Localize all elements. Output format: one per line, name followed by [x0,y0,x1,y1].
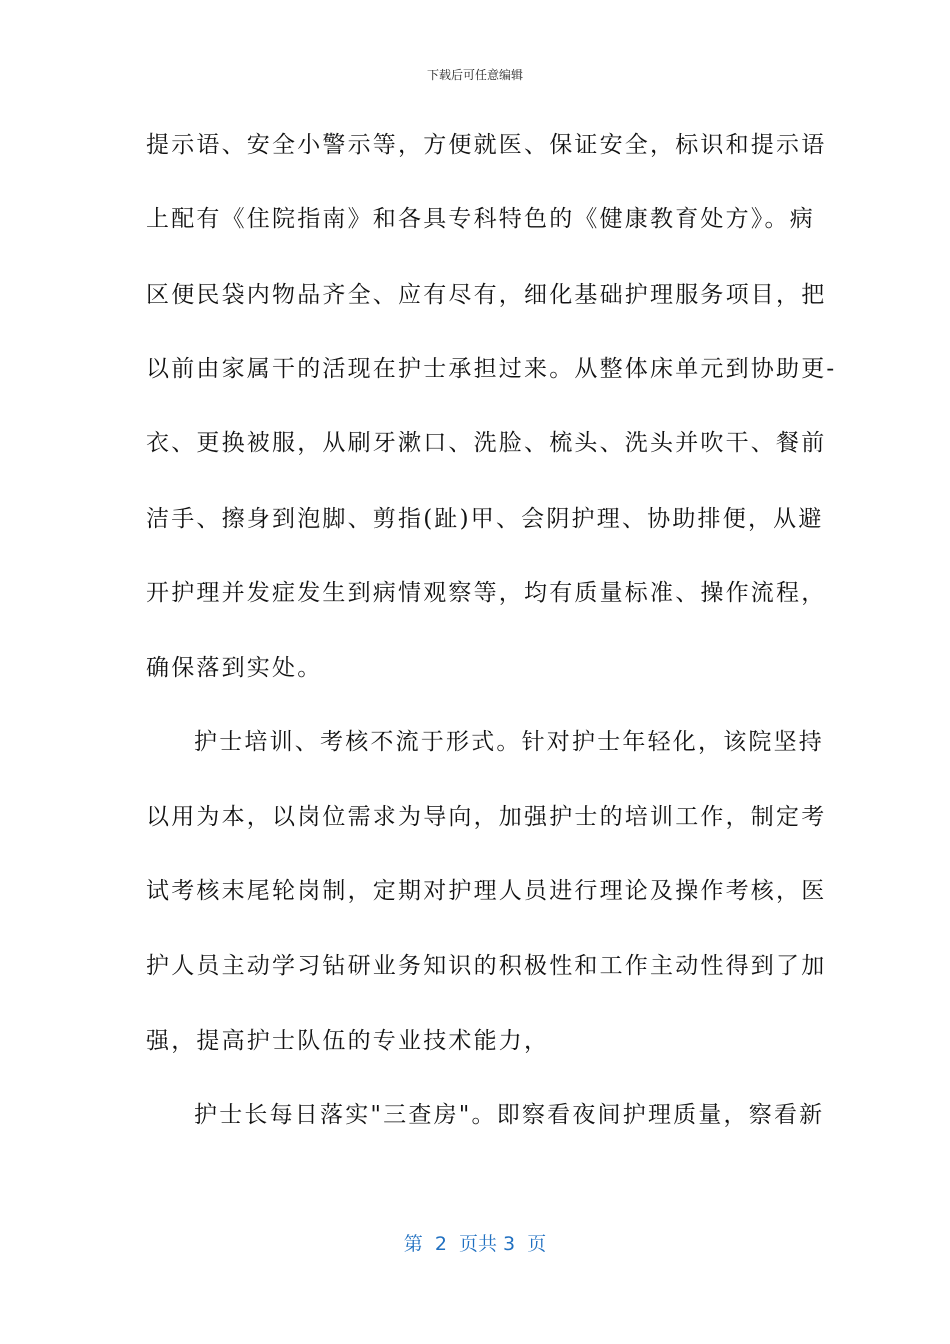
body-line: 洁手、擦身到泡脚、剪指(趾)甲、会阴护理、协助排便，从避 [146,506,824,532]
header-note: 下载后可任意编辑 [426,68,523,82]
body-line: 以用为本，以岗位需求为导向，加强护士的培训工作，制定考 [146,804,827,830]
body-line: 试考核末尾轮岗制，定期对护理人员进行理论及操作考核，医 [146,878,827,904]
body-line: 上配有《住院指南》和各具专科特色的《健康教育处方》。病 [146,206,815,232]
paragraph-first-line: 护士长每日落实"三查房"。即察看夜间护理质量，察看新 [194,1102,825,1128]
body-line: 以前由家属干的活现在护士承担过来。从整体床单元到协助更- [146,356,837,382]
body-line: 衣、更换被服，从刷牙漱口、洗脸、梳头、洗头并吹干、餐前 [146,430,827,456]
body-line: 护人员主动学习钻研业务知识的积极性和工作主动性得到了加 [146,953,827,979]
body-line: 强，提高护士队伍的专业技术能力， [146,1028,550,1054]
page-indicator: 第 2 页共 3 页 [403,1233,547,1255]
body-line: 开护理并发症发生到病情观察等，均有质量标准、操作流程， [146,580,827,606]
body-line: 提示语、安全小警示等，方便就医、保证安全，标识和提示语 [146,132,827,158]
body-line: 确保落到实处。 [146,655,323,681]
paragraph-first-line: 护士培训、考核不流于形式。针对护士年轻化，该院坚持 [194,729,824,755]
body-line: 区便民袋内物品齐全、应有尽有，细化基础护理服务项目，把 [146,282,827,308]
